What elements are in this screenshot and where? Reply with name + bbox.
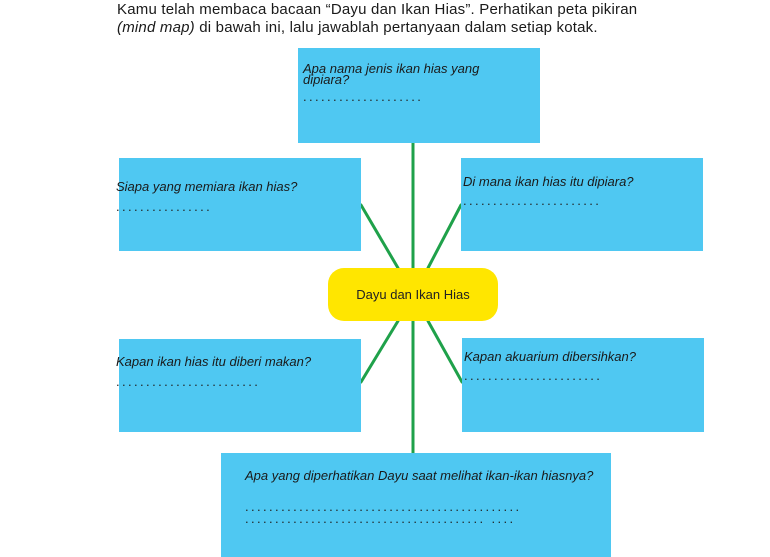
question-text: Kapan ikan hias itu diberi makan? bbox=[116, 354, 312, 369]
instruction-emphasis: (mind map) bbox=[117, 19, 195, 36]
answer-dots: .................... bbox=[303, 92, 424, 102]
mind-map-center: Dayu dan Ikan Hias bbox=[328, 268, 498, 321]
answer-dots-line-2: ........................................ .... bbox=[245, 514, 516, 524]
question-box-siapa bbox=[116, 158, 361, 251]
question-box-jenis-ikan bbox=[298, 48, 540, 143]
question-text: Apa yang diperhatikan Dayu saat melihat ikan-ikan hiasnya? bbox=[245, 468, 594, 483]
instruction-line-1: Kamu telah membaca bacaan “Dayu dan Ikan Hias”. Perhatikan peta pikiran bbox=[117, 1, 638, 18]
answer-dots: ........................ bbox=[116, 377, 261, 387]
instruction-line-2: di bawah ini, lalu jawablah pertanyaan dalam setiap kotak. bbox=[194, 19, 598, 36]
question-box-kapan-makan bbox=[116, 339, 361, 432]
connector-right-lower bbox=[428, 321, 462, 382]
question-box-kapan-akuarium bbox=[462, 338, 704, 432]
question-box-diperhatikan bbox=[221, 453, 611, 557]
question-text: Apa nama jenis ikan hias yang dipiara? bbox=[303, 61, 480, 87]
question-text: Siapa yang memiara ikan hias? bbox=[116, 179, 298, 194]
question-text: Di mana ikan hias itu dipiara? bbox=[463, 174, 634, 189]
answer-dots: ....................... bbox=[464, 371, 603, 381]
answer-dots-line-1: .............................................. bbox=[245, 502, 522, 512]
question-text: Kapan akuarium dibersihkan? bbox=[464, 349, 636, 364]
answer-dots: ................ bbox=[116, 202, 213, 212]
connector-left-lower bbox=[361, 321, 398, 382]
question-box-di-mana bbox=[461, 158, 703, 251]
connector-right-upper bbox=[428, 205, 461, 268]
connector-left-upper bbox=[361, 205, 398, 268]
answer-dots: ....................... bbox=[463, 196, 602, 206]
